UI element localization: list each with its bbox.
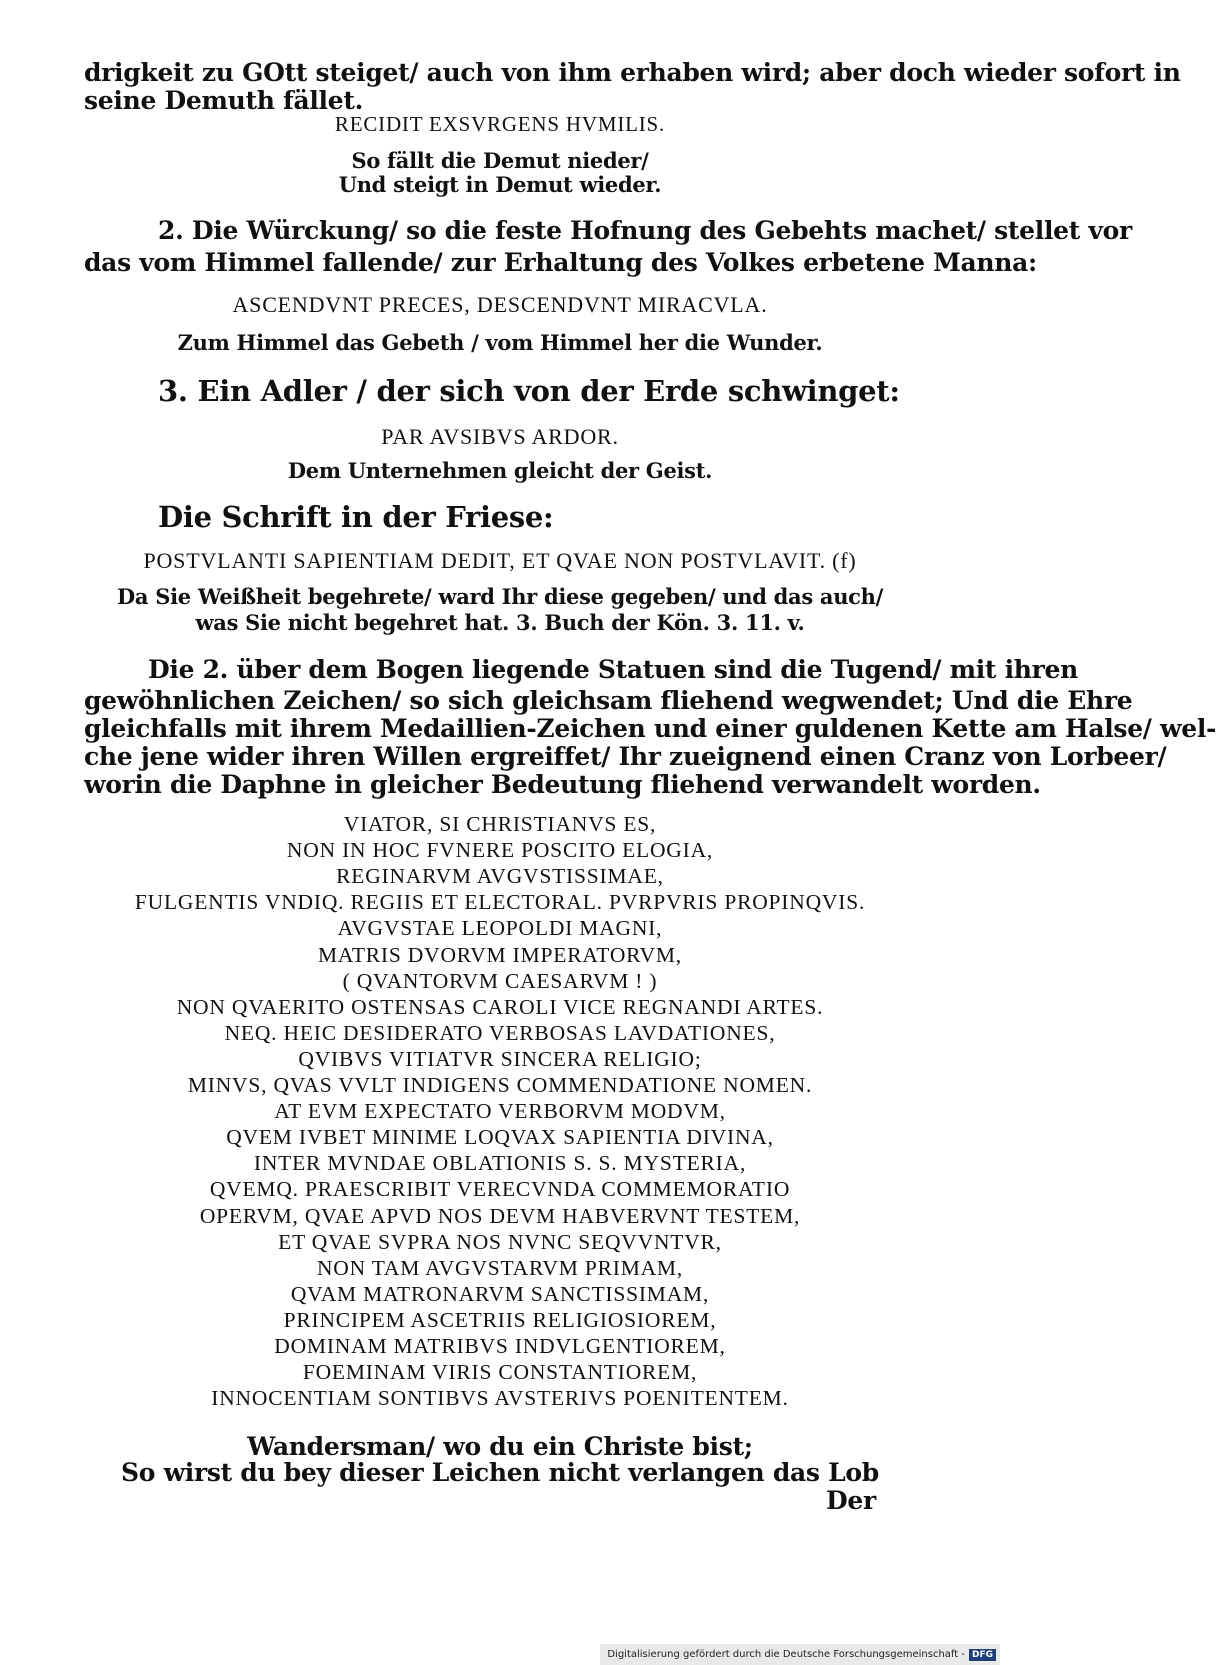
footer-text: Digitalisierung gefördert durch die Deutsche Forschungsgemeinschaft - <box>607 1649 965 1660</box>
inscription-line: NON QVAERITO OSTENSAS CAROLI VICE REGNANDI ARTES. <box>176 994 824 1019</box>
inscription-line: OPERVM, QVAE APVD NOS DEVM HABVERVNT TESTEM, <box>199 1203 801 1228</box>
inscription-line: DOMINAM MATRIBVS INDVLGENTIOREM, <box>274 1334 726 1358</box>
latin-motto: ASCENDVNT PRECES, DESCENDVNT MIRACVLA. <box>232 292 768 317</box>
inscription-line: MATRIS DVORVM IMPERATORVM, <box>317 942 682 967</box>
inscription-line: NEQ. HEIC DESIDERATO VERBOSAS LAVDATIONES, <box>224 1020 776 1045</box>
inscription-line: REGINARVM AVGVSTISSIMAE, <box>336 864 664 889</box>
text-line: che jene wider ihren Willen ergreiffet/ Ihr zueignend einen Cranz von Lorbeer/ <box>84 742 1167 771</box>
inscription-line: NON IN HOC FVNERE POSCITO ELOGIA, <box>286 838 714 863</box>
inscription-line: ( QVANTORVM CAESARVM ! ) <box>342 968 658 993</box>
text-line: drigkeit zu GOtt steiget/ auch von ihm erhaben wird; aber doch wieder sofort in <box>84 58 1181 87</box>
inscription-line: VIATOR, SI CHRISTIANVS ES, <box>343 812 657 836</box>
inscription-line: FULGENTIS VNDIQ. REGIIS ET ELECTORAL. PVRPVRIS PROPINQVIS. <box>134 890 866 915</box>
inscription-line: INTER MVNDAE OBLATIONIS S. S. MYSTERIA, <box>253 1151 747 1176</box>
catchword: Der <box>826 1486 876 1515</box>
text-line: gleichfalls mit ihrem Medaillien-Zeichen und einer guldenen Kette am Halse/ wel- <box>84 714 1216 743</box>
inscription-line: INNOCENTIAM SONTIBVS AVSTERIVS POENITENTEM. <box>211 1386 789 1411</box>
verse-line: Dem Unternehmen gleicht der Geist. <box>287 458 713 483</box>
translation-line: Da Sie Weißheit begehrete/ ward Ihr diese gegeben/ und das auch/ <box>116 584 883 609</box>
latin-motto: RECIDIT EXSVRGENS HVMILIS. <box>334 112 666 136</box>
text-line: seine Demuth fället. <box>84 86 364 115</box>
section-heading: 3. Ein Adler / der sich von der Erde schwinget: <box>158 374 900 408</box>
inscription-line: NON TAM AVGVSTARVM PRIMAM, <box>316 1255 684 1280</box>
inscription-line: QVAM MATRONARVM SANCTISSIMAM, <box>290 1281 710 1306</box>
inscription-line: QVEM IVBET MINIME LOQVAX SAPIENTIA DIVINA, <box>226 1125 774 1150</box>
text-line: gewöhnlichen Zeichen/ so sich gleichsam fliehend wegwendet; Und die Ehre <box>84 686 1133 715</box>
inscription-line: AVGVSTAE LEOPOLDI MAGNI, <box>337 916 663 941</box>
verse-line: So fällt die Demut nieder/ <box>351 148 649 173</box>
latin-motto: PAR AVSIBVS ARDOR. <box>381 424 619 449</box>
verse-line: Zum Himmel das Gebeth / vom Himmel her die Wunder. <box>177 330 823 355</box>
inscription-line: MINVS, QVAS VVLT INDIGENS COMMENDATIONE NOMEN. <box>187 1073 813 1097</box>
inscription-line: AT EVM EXPECTATO VERBORVM MODVM, <box>274 1099 726 1124</box>
text-line: 2. Die Würckung/ so die feste Hofnung des Gebehts machet/ stellet vor <box>158 216 1132 245</box>
text-line: Die 2. über dem Bogen liegende Statuen sind die Tugend/ mit ihren <box>148 655 1079 684</box>
inscription-line: FOEMINAM VIRIS CONSTANTIOREM, <box>302 1360 698 1385</box>
section-heading: Die Schrift in der Friese: <box>158 500 554 534</box>
verse-line: So wirst du bey dieser Leichen nicht verlangen das Lob <box>121 1458 879 1487</box>
latin-inscription-frieze: POSTVLANTI SAPIENTIAM DEDIT, ET QVAE NON POSTVLAVIT. (f) <box>143 548 857 573</box>
inscription-line: QVEMQ. PRAESCRIBIT VERECVNDA COMMEMORATIO <box>209 1177 791 1202</box>
digitization-footer <box>600 1644 1000 1665</box>
inscription-line: PRINCIPEM ASCETRIIS RELIGIOSIOREM, <box>283 1307 717 1332</box>
text-line: das vom Himmel fallende/ zur Erhaltung des Volkes erbetene Manna: <box>84 248 1037 277</box>
dfg-logo-icon: DFG <box>969 1649 996 1661</box>
verse-line: Und steigt in Demut wieder. <box>338 172 662 197</box>
translation-line: was Sie nicht begehret hat. 3. Buch der Kön. 3. 11. v. <box>195 610 805 635</box>
inscription-line: QVIBVS VITIATVR SINCERA RELIGIO; <box>298 1046 702 1071</box>
text-line: worin die Daphne in gleicher Bedeutung fliehend verwandelt worden. <box>84 770 1041 799</box>
verse-line: Wandersman/ wo du ein Christe bist; <box>247 1432 753 1461</box>
inscription-line: ET QVAE SVPRA NOS NVNC SEQVVNTVR, <box>278 1229 722 1254</box>
